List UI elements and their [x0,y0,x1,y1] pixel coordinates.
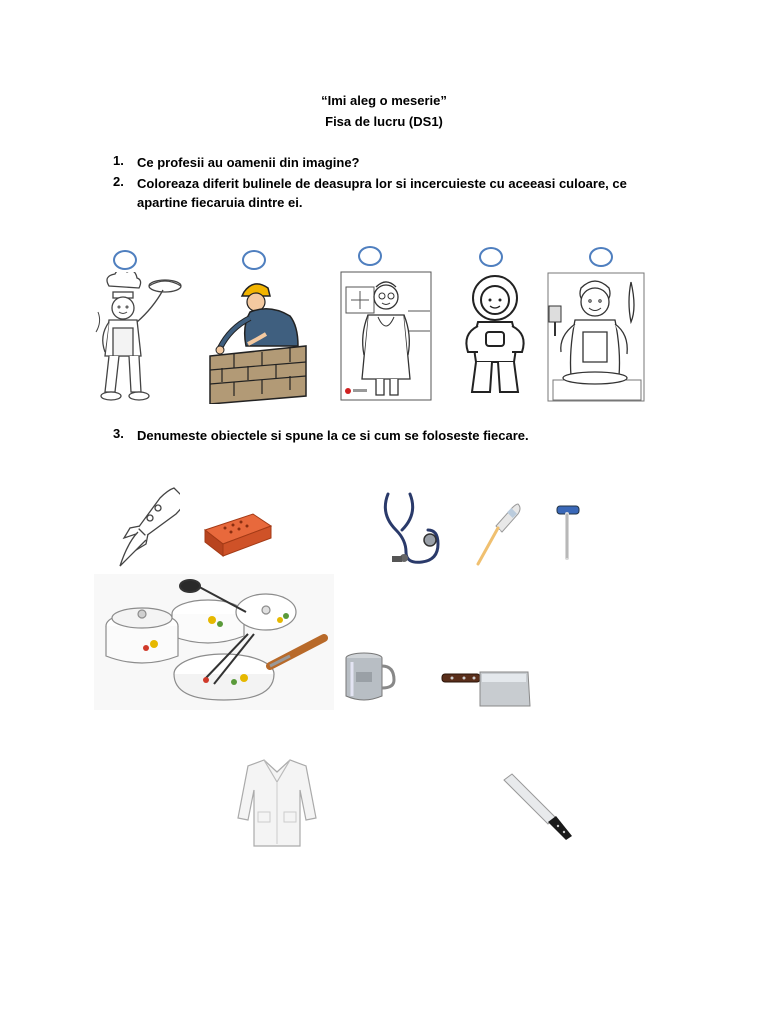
question-text: Coloreaza diferit bulinele de deasupra lor si incercuieste cu aceeasi culoare, ce apartine fiecaruia dintre ei. [137,176,627,210]
astronaut-figure-icon [460,270,530,404]
chef-figure-icon [95,272,185,404]
question-number: 2. [113,174,124,189]
question-text: Denumeste obiectele si spune la ce si cum se foloseste fiecare. [137,428,529,443]
stethoscope-icon [380,488,446,568]
lab-coat-icon [236,756,318,848]
butcher-figure-icon [547,272,645,402]
doctor-figure-icon [340,271,432,405]
cookware-set-icon [94,574,334,710]
meat-cleaver-icon [440,668,532,710]
kitchen-knife-icon [500,770,578,842]
color-bubble-5[interactable] [589,247,613,267]
question-text: Ce profesii au oamenii din imagine? [137,155,360,170]
builder-figure-icon [206,278,310,404]
brick-icon [203,512,273,558]
worksheet-title: “Imi aleg o meserie” [321,93,447,108]
color-bubble-4[interactable] [479,247,503,267]
question-number: 3. [113,426,124,441]
question-number: 1. [113,153,124,168]
flour-sifter-icon [342,650,396,706]
thermometer-icon [474,500,524,570]
color-bubble-2[interactable] [242,250,266,270]
rocket-icon [118,486,180,570]
reflex-hammer-icon [555,500,585,564]
worksheet-subtitle: Fisa de lucru (DS1) [325,114,443,129]
color-bubble-3[interactable] [358,246,382,266]
color-bubble-1[interactable] [113,250,137,270]
